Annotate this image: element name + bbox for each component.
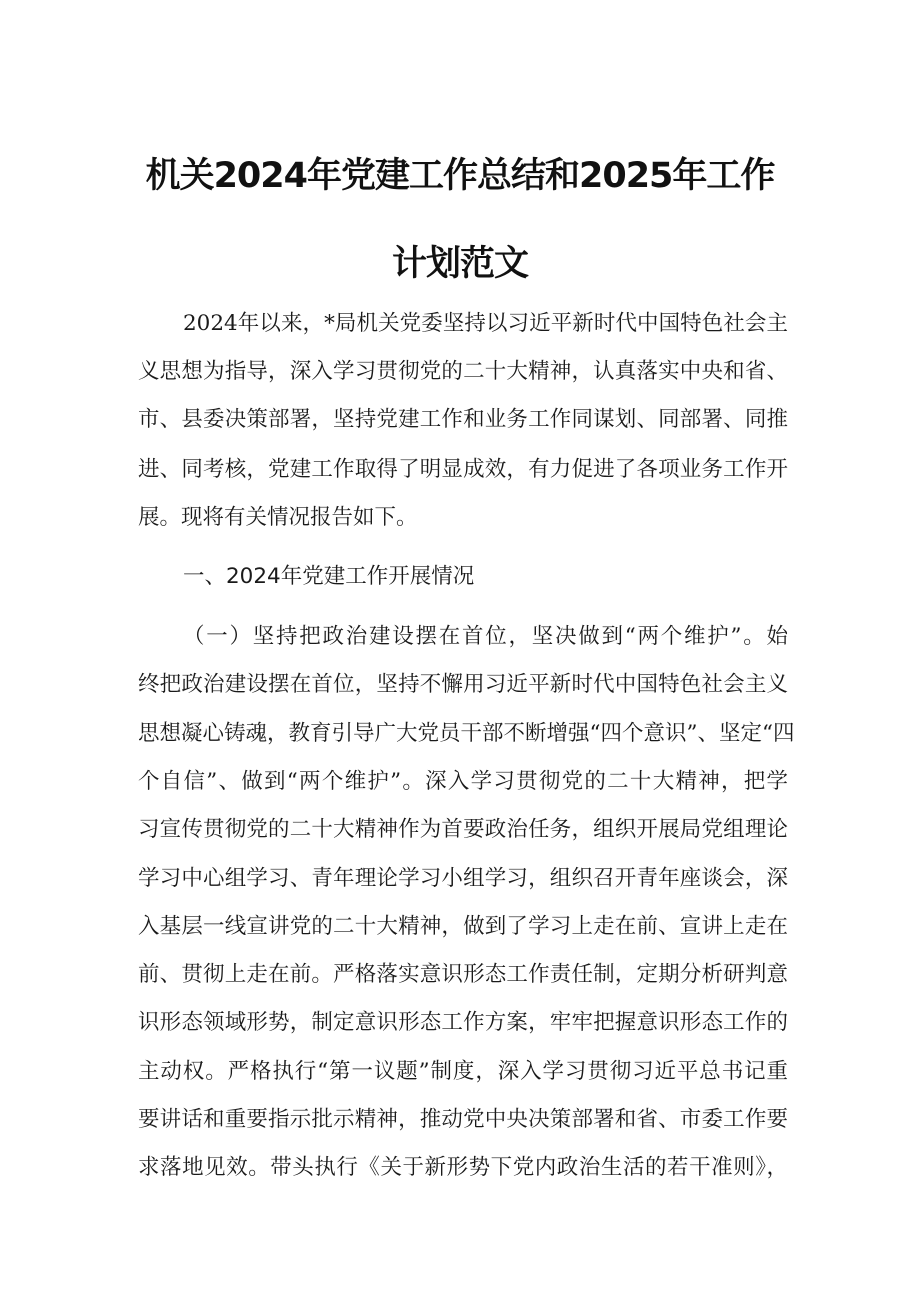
section1-paragraph-line: 主动权。严格执行“第一议题”制度，深入学习贯彻习近平总书记重 bbox=[138, 1059, 788, 1084]
intro-paragraph-line: 进、同考核，党建工作取得了明显成效，有力促进了各项业务工作开 bbox=[138, 457, 788, 482]
intro-paragraph-line: 市、县委决策部署，坚持党建工作和业务工作同谋划、同部署、同推 bbox=[138, 407, 788, 432]
document-title-line-1: 机关2024年党建工作总结和2025年工作 bbox=[145, 156, 775, 196]
section1-paragraph-line: 要讲话和重要指示批示精神，推动党中央决策部署和省、市委工作要 bbox=[138, 1107, 788, 1132]
section1-paragraph-line: 思想凝心铸魂，教育引导广大党员干部不断增强“四个意识”、坚定“四 bbox=[138, 721, 795, 746]
section1-paragraph-line: 个自信”、做到“两个维护”。深入学习贯彻党的二十大精神，把学 bbox=[138, 769, 788, 794]
section1-paragraph-line: （一）坚持把政治建设摆在首位，坚决做到“两个维护”。始 bbox=[183, 624, 788, 649]
intro-paragraph-line: 2024年以来，*局机关党委坚持以习近平新时代中国特色社会主 bbox=[183, 311, 788, 336]
section1-paragraph-line: 终把政治建设摆在首位，坚持不懈用习近平新时代中国特色社会主义 bbox=[138, 672, 788, 697]
intro-paragraph-line: 展。现将有关情况报告如下。 bbox=[138, 505, 418, 530]
section1-paragraph-line: 前、贯彻上走在前。严格落实意识形态工作责任制，定期分析研判意 bbox=[138, 962, 788, 987]
section1-paragraph-line: 求落地见效。带头执行《关于新形势下党内政治生活的若干准则》， bbox=[138, 1155, 788, 1180]
document-title-line-2: 计划范文 bbox=[391, 244, 528, 284]
intro-paragraph-line: 义思想为指导，深入学习贯彻党的二十大精神，认真落实中央和省、 bbox=[138, 359, 788, 384]
section1-paragraph-line: 识形态领域形势，制定意识形态工作方案，牢牢把握意识形态工作的 bbox=[138, 1010, 788, 1035]
section1-paragraph-line: 习宣传贯彻党的二十大精神作为首要政治任务，组织开展局党组理论 bbox=[138, 817, 788, 842]
section1-paragraph-line: 入基层一线宣讲党的二十大精神，做到了学习上走在前、宣讲上走在 bbox=[138, 914, 788, 939]
section-heading: 一、2024年党建工作开展情况 bbox=[183, 564, 475, 589]
section1-paragraph-line: 学习中心组学习、青年理论学习小组学习，组织召开青年座谈会，深 bbox=[138, 866, 788, 891]
